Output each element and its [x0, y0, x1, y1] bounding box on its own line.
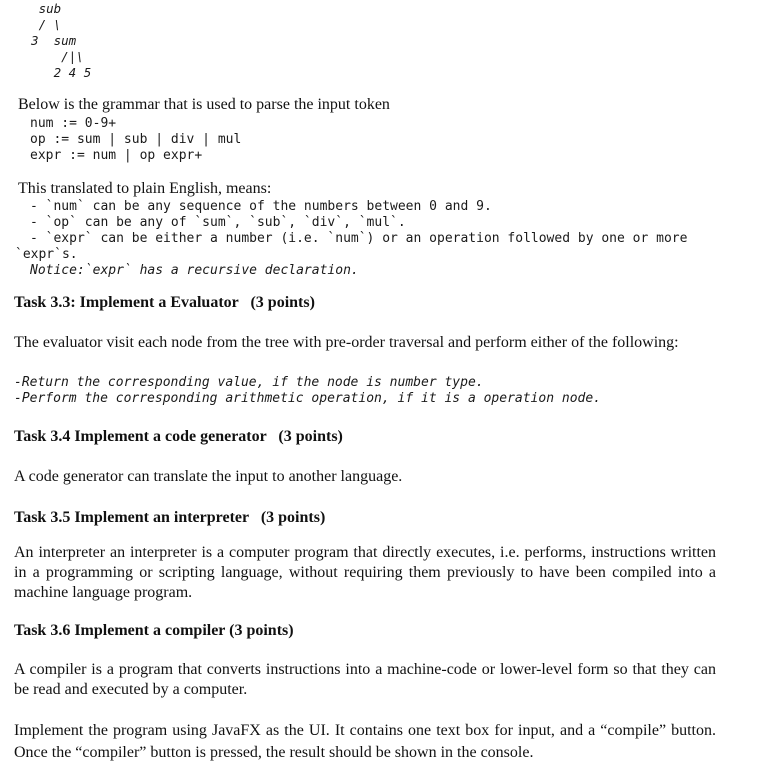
task-3-4-body: A code generator can translate the input to another language.: [14, 468, 403, 485]
task-3-5-body: An interpreter an interpreter is a computer program that directly executes, i.e. performs, instructions written in a programming or scripting language, without requiring them previously to have been compiled into a machine language program.: [14, 544, 716, 601]
tree-line: 3 sum: [16, 33, 77, 48]
grammar-rule: expr := num | op expr+: [30, 148, 203, 163]
plain-item: - `op` can be any of `sum`, `sub`, `div`, `mul`.: [30, 215, 406, 230]
tree-line: /|\: [16, 49, 84, 64]
evaluator-step: -Return the corresponding value, if the node is number type.: [14, 375, 484, 390]
tree-line: 2 4 5: [16, 65, 92, 80]
tree-line: / \: [16, 17, 62, 32]
grammar-intro: Below is the grammar that is used to parse the input token: [18, 96, 390, 113]
grammar-rule: num := 0-9+: [30, 116, 117, 131]
task-3-3-body: The evaluator visit each node from the tree with pre-order traversal and perform either of the following:: [14, 334, 679, 351]
notice-text: Notice:`expr` has a recursive declaration.: [30, 263, 359, 278]
task-3-5-heading: Task 3.5 Implement an interpreter (3 points): [14, 509, 326, 526]
plain-item-continuation: `expr`s.: [15, 247, 78, 262]
task-3-6-body: A compiler is a program that converts instructions into a machine-code or lower-level form so that they can be read and executed by a computer.: [14, 661, 716, 698]
task-3-6-heading: Task 3.6 Implement a compiler (3 points): [14, 622, 294, 639]
tree-line: sub: [16, 1, 62, 16]
task-3-3-heading: Task 3.3: Implement a Evaluator (3 points): [14, 294, 315, 311]
evaluator-step: -Perform the corresponding arithmetic operation, if it is a operation node.: [14, 391, 601, 406]
task-3-6-body-2: Implement the program using JavaFX as the UI. It contains one text box for input, and a “compile” button. Once the “compiler” button is pressed, the result should be shown in the console.: [14, 722, 716, 761]
task-3-4-heading: Task 3.4 Implement a code generator (3 points): [14, 428, 343, 445]
plain-intro: This translated to plain English, means:: [18, 180, 272, 197]
grammar-rule: op := sum | sub | div | mul: [30, 132, 242, 147]
plain-item: - `expr` can be either a number (i.e. `num`) or an operation followed by one or more: [30, 231, 688, 246]
plain-item: - `num` can be any sequence of the numbers between 0 and 9.: [30, 199, 492, 214]
